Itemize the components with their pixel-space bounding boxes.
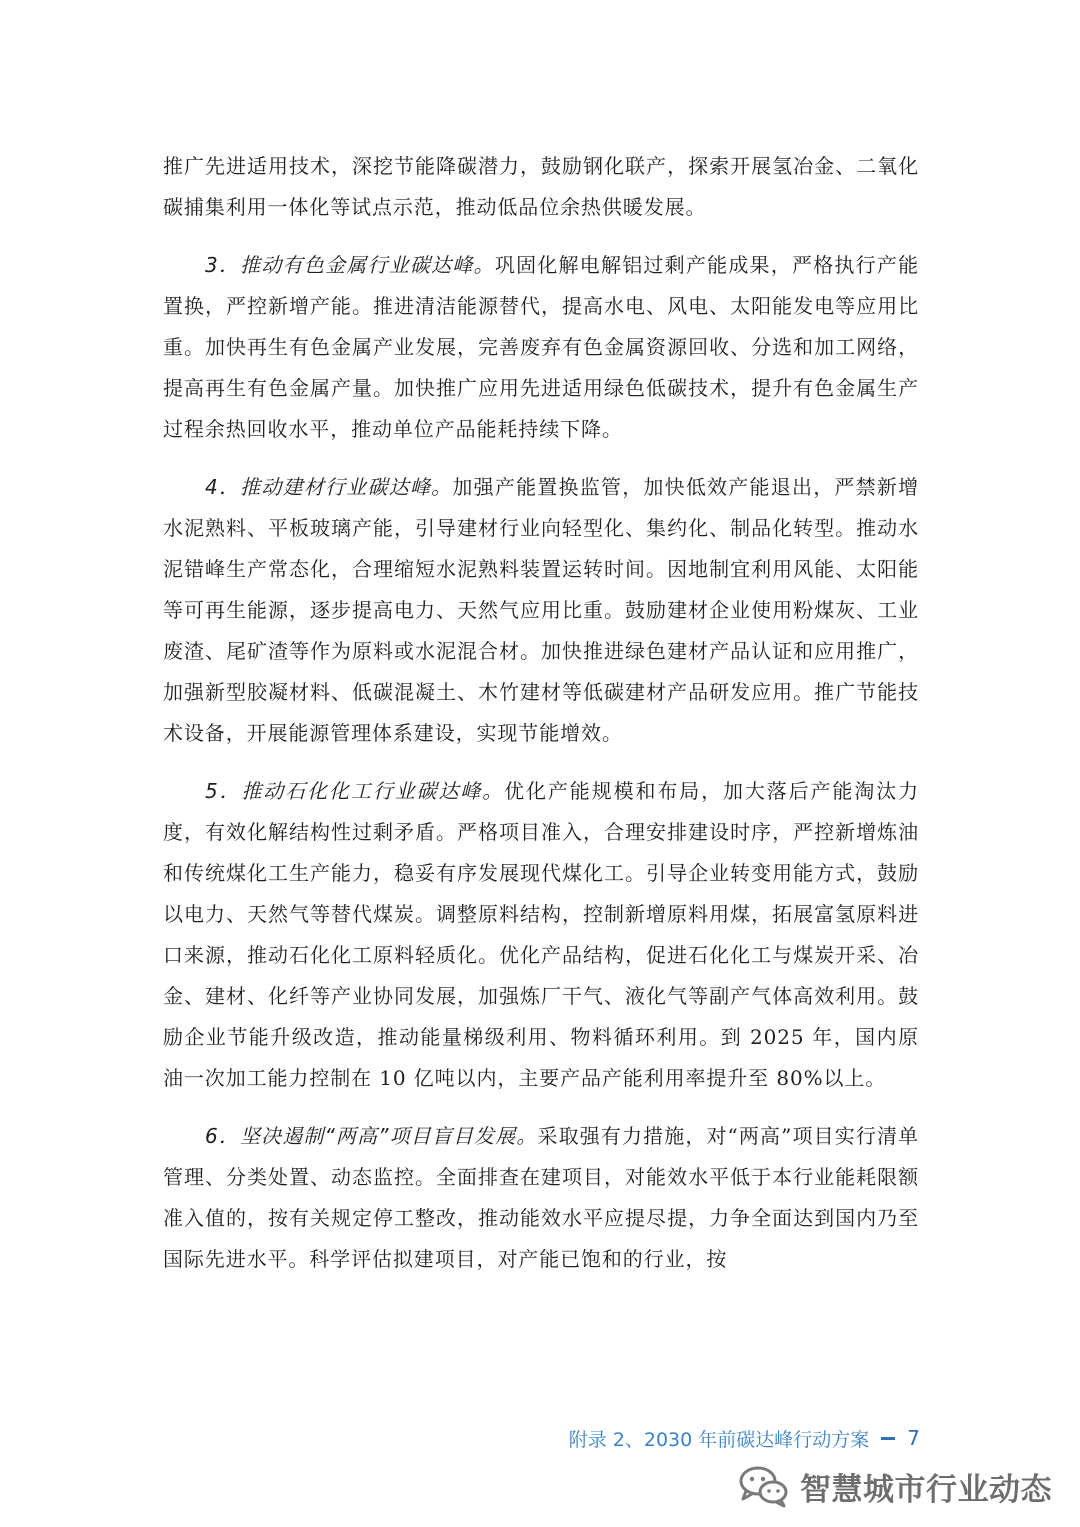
paragraph-heading: 3．推动有色金属行业碳达峰。 bbox=[205, 253, 495, 277]
paragraph-heading: 6．坚决遏制“两高”项目盲目发展。 bbox=[205, 1124, 538, 1148]
watermark-text: 智慧城市行业动态 bbox=[800, 1471, 1052, 1508]
paragraph-heading: 4．推动建材行业碳达峰。 bbox=[205, 475, 453, 499]
paragraph-nonferrous-metals bbox=[163, 245, 919, 450]
paragraph-text: 加强产能置换监管，加快低效产能退出，严禁新增水泥熟料、平板玻璃产能，引导建材行业向轻型化、集约化、制品化转型。推动水泥错峰生产常态化，合理缩短水泥熟料装置运转时间。因地制宜利用风能、太阳能等可再生能源，逐步提高电力、天然气应用比重。鼓励建材企业使用粉煤灰、工业废渣、尾矿渣等作为原料或水泥混合材。加快推进绿色建材产品认证和应用推广，加强新型胶凝材料、低碳混凝土、木竹建材等低碳建材产品研发应用。推广节能技术设备，开展能源管理体系建设，实现节能增效。 bbox=[163, 475, 919, 745]
paragraph-text: 推广先进适用技术，深挖节能降碳潜力，鼓励钢化联产，探索开展氢冶金、二氧化碳捕集利用一体化等试点示范，推动低品位余热供暖发展。 bbox=[163, 154, 919, 219]
wechat-icon bbox=[738, 1464, 790, 1508]
paragraph-petrochemical bbox=[163, 771, 919, 1099]
footer-label: 附录 2、2030 年前碳达峰行动方案 bbox=[568, 1428, 870, 1451]
wechat-watermark bbox=[738, 1456, 1052, 1516]
body-text bbox=[163, 146, 919, 1297]
paragraph-two-high-projects bbox=[163, 1116, 919, 1280]
paragraph-heading: 5．推动石化化工行业碳达峰。 bbox=[205, 779, 505, 803]
paragraph-continuation bbox=[163, 146, 919, 228]
paragraph-building-materials bbox=[163, 467, 919, 754]
paragraph-text: 优化产能规模和布局，加大落后产能淘汰力度，有效化解结构性过剩矛盾。严格项目准入，合理安排建设时序，严控新增炼油和传统煤化工生产能力，稳妥有序发展现代煤化工。引导企业转变用能方式，鼓励以电力、天然气等替代煤炭。调整原料结构，控制新增原料用煤，拓展富氢原料进口来源，推动石化化工原料轻质化。优化产品结构，促进石化化工与煤炭开采、冶金、建材、化纤等产业协同发展，加强炼厂干气、液化气等副产气体高效利用。鼓励企业节能升级改造，推动能量梯级利用、物料循环利用。到 2025 年，国内原油一次加工能力控制在 10 亿吨以内，主要产品产能利用率提升至 80%以上。 bbox=[163, 779, 919, 1090]
page-footer bbox=[569, 1418, 920, 1458]
paragraph-text: 采取强有力措施，对“两高”项目实行清单管理、分类处置、动态监控。全面排查在建项目，对能效水平低于本行业能耗限额准入值的，按有关规定停工整改，推动能效水平应提尽提，力争全面达到国内乃至国际先进水平。科学评估拟建项目，对产能已饱和的行业，按 bbox=[163, 1124, 919, 1271]
footer-dash bbox=[881, 1437, 895, 1440]
paragraph-text: 巩固化解电解铝过剩产能成果，严格执行产能置换，严控新增产能。推进清洁能源替代，提高水电、风电、太阳能发电等应用比重。加快再生有色金属产业发展，完善废弃有色金属资源回收、分选和加工网络，提高再生有色金属产量。加快推广应用先进适用绿色低碳技术，提升有色金属生产过程余热回收水平，推动单位产品能耗持续下降。 bbox=[163, 253, 920, 441]
page-number: 7 bbox=[907, 1426, 920, 1450]
